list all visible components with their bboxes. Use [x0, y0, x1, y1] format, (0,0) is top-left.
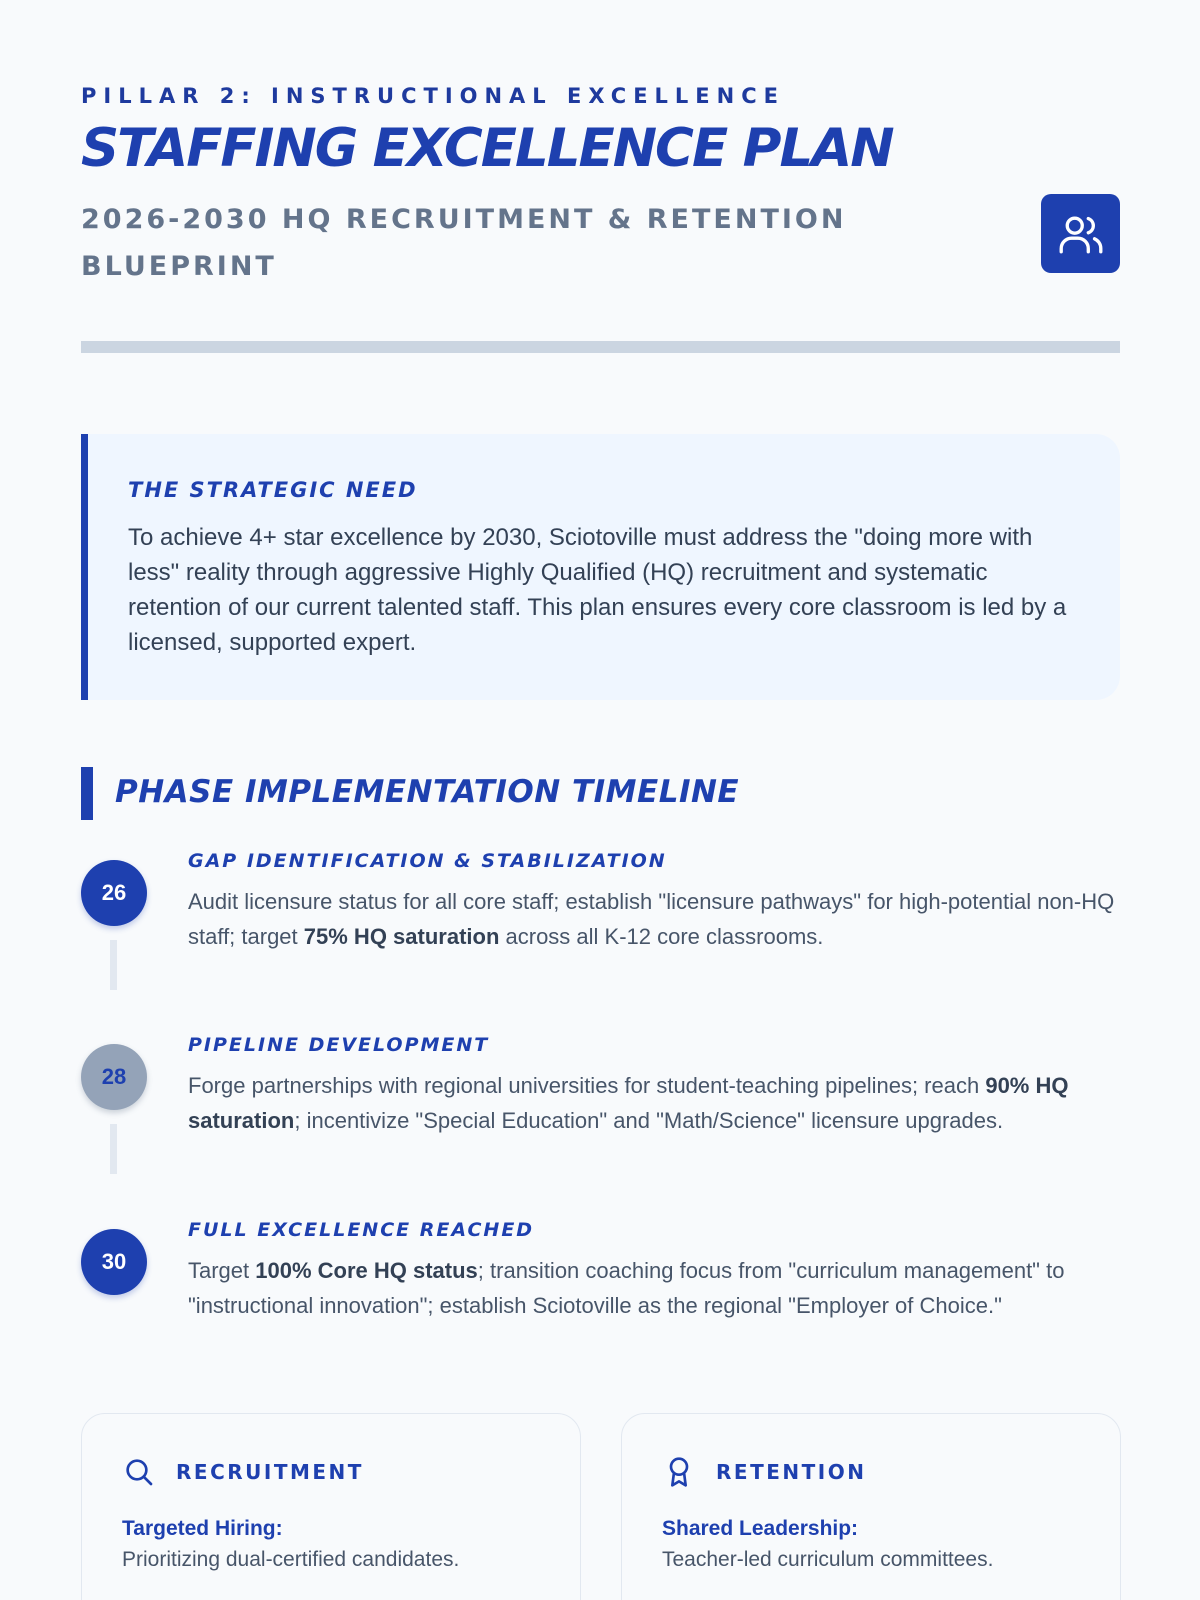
phase-year-badge: 28: [81, 1044, 147, 1110]
award-ribbon-icon: [662, 1455, 696, 1489]
phase-text: across all K-12 core classrooms.: [499, 924, 824, 949]
phase-text: Audit licensure status for all core staff; establish "licensure pathways" for high-potential non-HQ staff; target: [188, 889, 1115, 949]
phase-text: Target: [188, 1258, 256, 1283]
section-accent-bar: [81, 767, 93, 820]
phase-title: FULL EXCELLENCE REACHED: [188, 1219, 535, 1241]
recruitment-card: [81, 1413, 581, 1600]
strategic-need-callout: [81, 434, 1120, 700]
pillar-eyebrow: PILLAR 2: INSTRUCTIONAL EXCELLENCE: [81, 84, 785, 108]
timeline-heading: PHASE IMPLEMENTATION TIMELINE: [115, 774, 740, 810]
phase-year-badge: 26: [81, 860, 147, 926]
strategic-need-title: THE STRATEGIC NEED: [128, 478, 418, 502]
timeline-connector: [110, 940, 117, 990]
phase-description: [188, 884, 1120, 954]
card-text: Teacher-led curriculum committees.: [662, 1548, 994, 1571]
card-title: RETENTION: [716, 1460, 867, 1484]
phase-description: [188, 1253, 1120, 1323]
phase-text: ; incentivize "Special Education" and "Math/Science" licensure upgrades.: [294, 1108, 1004, 1133]
card-title: RECRUITMENT: [176, 1460, 364, 1484]
timeline-connector: [110, 1124, 117, 1174]
phase-target: 75% HQ saturation: [303, 924, 500, 949]
page-subtitle: 2026-2030 HQ RECRUITMENT & RETENTION BLUEPRINT: [81, 204, 847, 282]
phase-title: GAP IDENTIFICATION & STABILIZATION: [188, 850, 667, 872]
card-header: [662, 1450, 1080, 1494]
card-label: Shared Leadership:: [662, 1517, 859, 1540]
phase-text: ; transition coaching focus from "curriculum management" to "instructional innovation"; establish Sciotoville as the regional "Employer of Choice.": [188, 1258, 1065, 1318]
page-title: STAFFING EXCELLENCE PLAN: [81, 118, 893, 179]
header-divider: [81, 341, 1120, 353]
phase-description: [188, 1068, 1120, 1138]
retention-card: [621, 1413, 1121, 1600]
users-icon-badge: [1041, 194, 1120, 273]
phase-text: Forge partnerships with regional universities for student-teaching pipelines; reach: [188, 1073, 986, 1098]
card-header: [122, 1450, 540, 1494]
strategic-need-body: To achieve 4+ star excellence by 2030, Sciotoville must address the "doing more with less" reality through aggressive Highly Qualified (HQ) recruitment and systematic retention of our current talented staff. This plan ensures every core classroom is led by a licensed, supported expert.: [128, 524, 1067, 656]
search-icon: [122, 1455, 156, 1489]
users-icon: [1056, 209, 1106, 259]
phase-title: PIPELINE DEVELOPMENT: [188, 1034, 490, 1056]
card-label: Targeted Hiring:: [122, 1517, 283, 1540]
card-text: Prioritizing dual-certified candidates.: [122, 1548, 460, 1571]
phase-target: 100% Core HQ status: [255, 1258, 478, 1283]
phase-target: 90% HQ saturation: [188, 1073, 1069, 1133]
phase-year-badge: 30: [81, 1229, 147, 1295]
